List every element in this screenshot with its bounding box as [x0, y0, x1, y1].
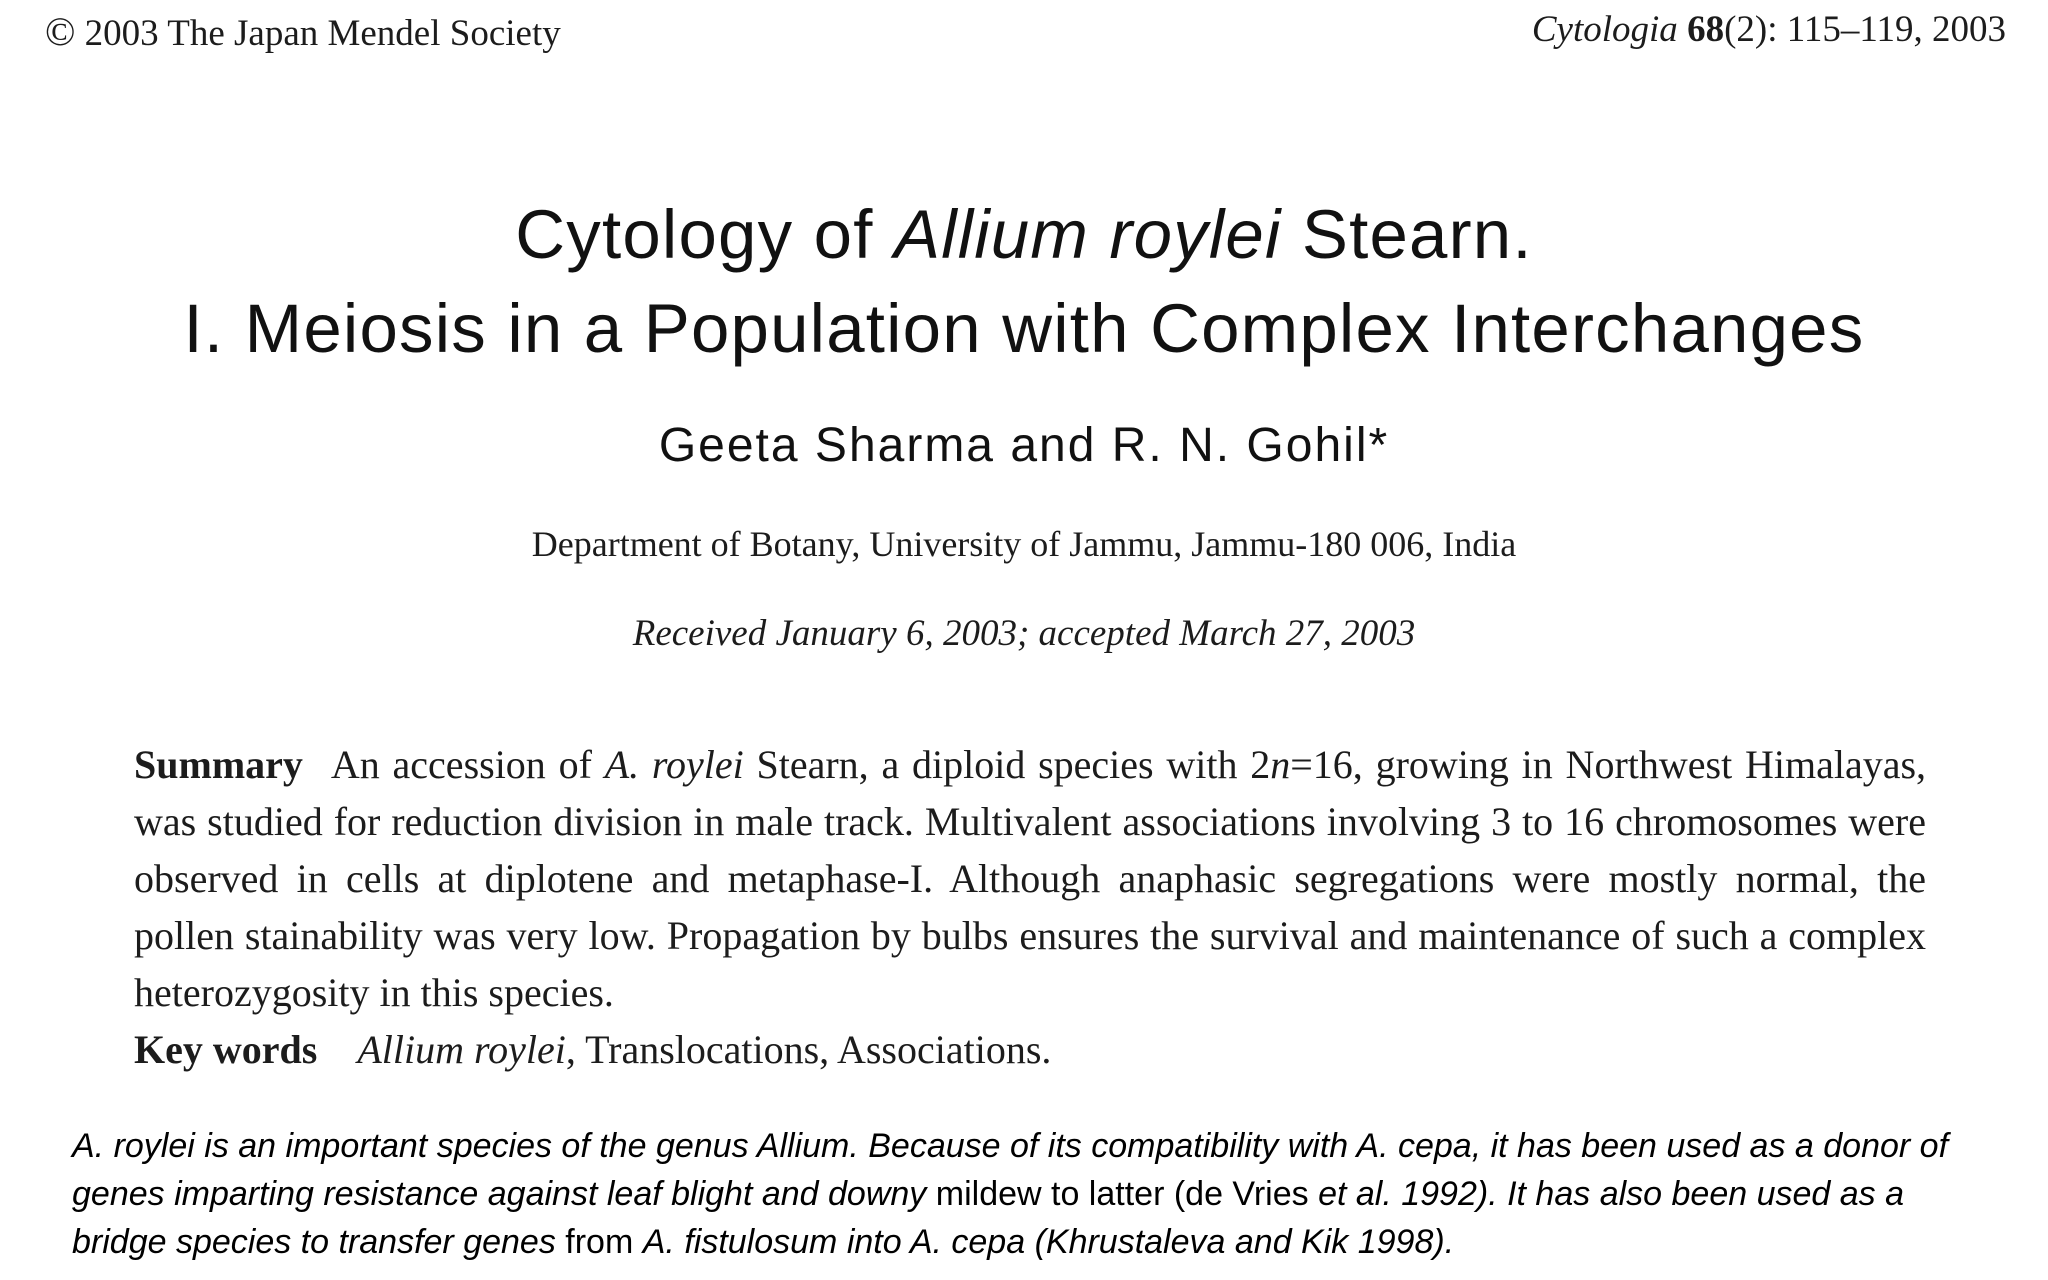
keywords-label: Key words: [134, 1027, 318, 1072]
keywords-rest: , Translocations, Associations.: [565, 1027, 1052, 1072]
summary-text: Stearn, a diploid species with 2: [743, 742, 1271, 787]
title-text-end: Stearn.: [1281, 196, 1533, 273]
summary-species: A. roylei: [604, 742, 744, 787]
journal-issue-pages: (2): 115–119, 2003: [1724, 9, 2006, 50]
authors: Geeta Sharma and R. N. Gohil*: [658, 419, 1390, 472]
summary-label: Summary: [134, 742, 303, 787]
copyright-line: [45, 8, 561, 55]
note-text: from: [555, 1223, 643, 1261]
journal-volume: 68: [1687, 9, 1725, 50]
note-text: et al. 1992). It has also been used as a bridge species to transfer genes: [72, 1175, 1905, 1261]
copyright-icon: ©: [45, 9, 76, 54]
title-line-1: [0, 188, 2048, 282]
note-text: A. roylei is an important species of the genus Allium. Because of its compatibility with A. cepa, it has been used as a donor of genes imparting resistance against leaf blight and downy: [72, 1127, 1949, 1213]
note-text: A. fistulosum into A. cepa (Khrustaleva and Kik 1998).: [642, 1223, 1455, 1261]
summary-text: An accession of: [330, 742, 605, 787]
summary-paragraph: [134, 736, 1926, 1021]
keywords: [134, 1021, 1926, 1078]
copyright-text: 2003 The Japan Mendel Society: [84, 13, 561, 54]
affiliation: Department of Botany, University of Jammu, Jammu-180 006, India: [531, 524, 1517, 564]
title-species: Allium roylei: [893, 196, 1282, 273]
keywords-species: Allium roylei: [357, 1027, 566, 1072]
note-text: mildew to latter (de Vries: [926, 1175, 1319, 1213]
received-dates: Received January 6, 2003; accepted March 27, 2003: [632, 613, 1416, 654]
journal-name: Cytologia: [1531, 9, 1678, 50]
title-text: Cytology of: [515, 196, 894, 273]
title-line-2: I. Meiosis in a Population with Complex Interchanges: [183, 290, 1865, 367]
summary-text: =16, growing in Northwest Himalayas, was studied for reduction division in male track. Multivalent associations involving 3 to 16 chromosomes were observed in cells at diplotene and metaphase-I. Although anaphasic segregations were mostly normal, the pollen stainability was very low. Propagation by bulbs ensures the survival and maintenance of such a complex heterozygosity in this species.: [134, 742, 1927, 1015]
paper-title: [0, 188, 2048, 376]
summary-n: n: [1270, 742, 1291, 787]
slide-note: [72, 1122, 1972, 1266]
journal-citation: [1532, 8, 2006, 51]
